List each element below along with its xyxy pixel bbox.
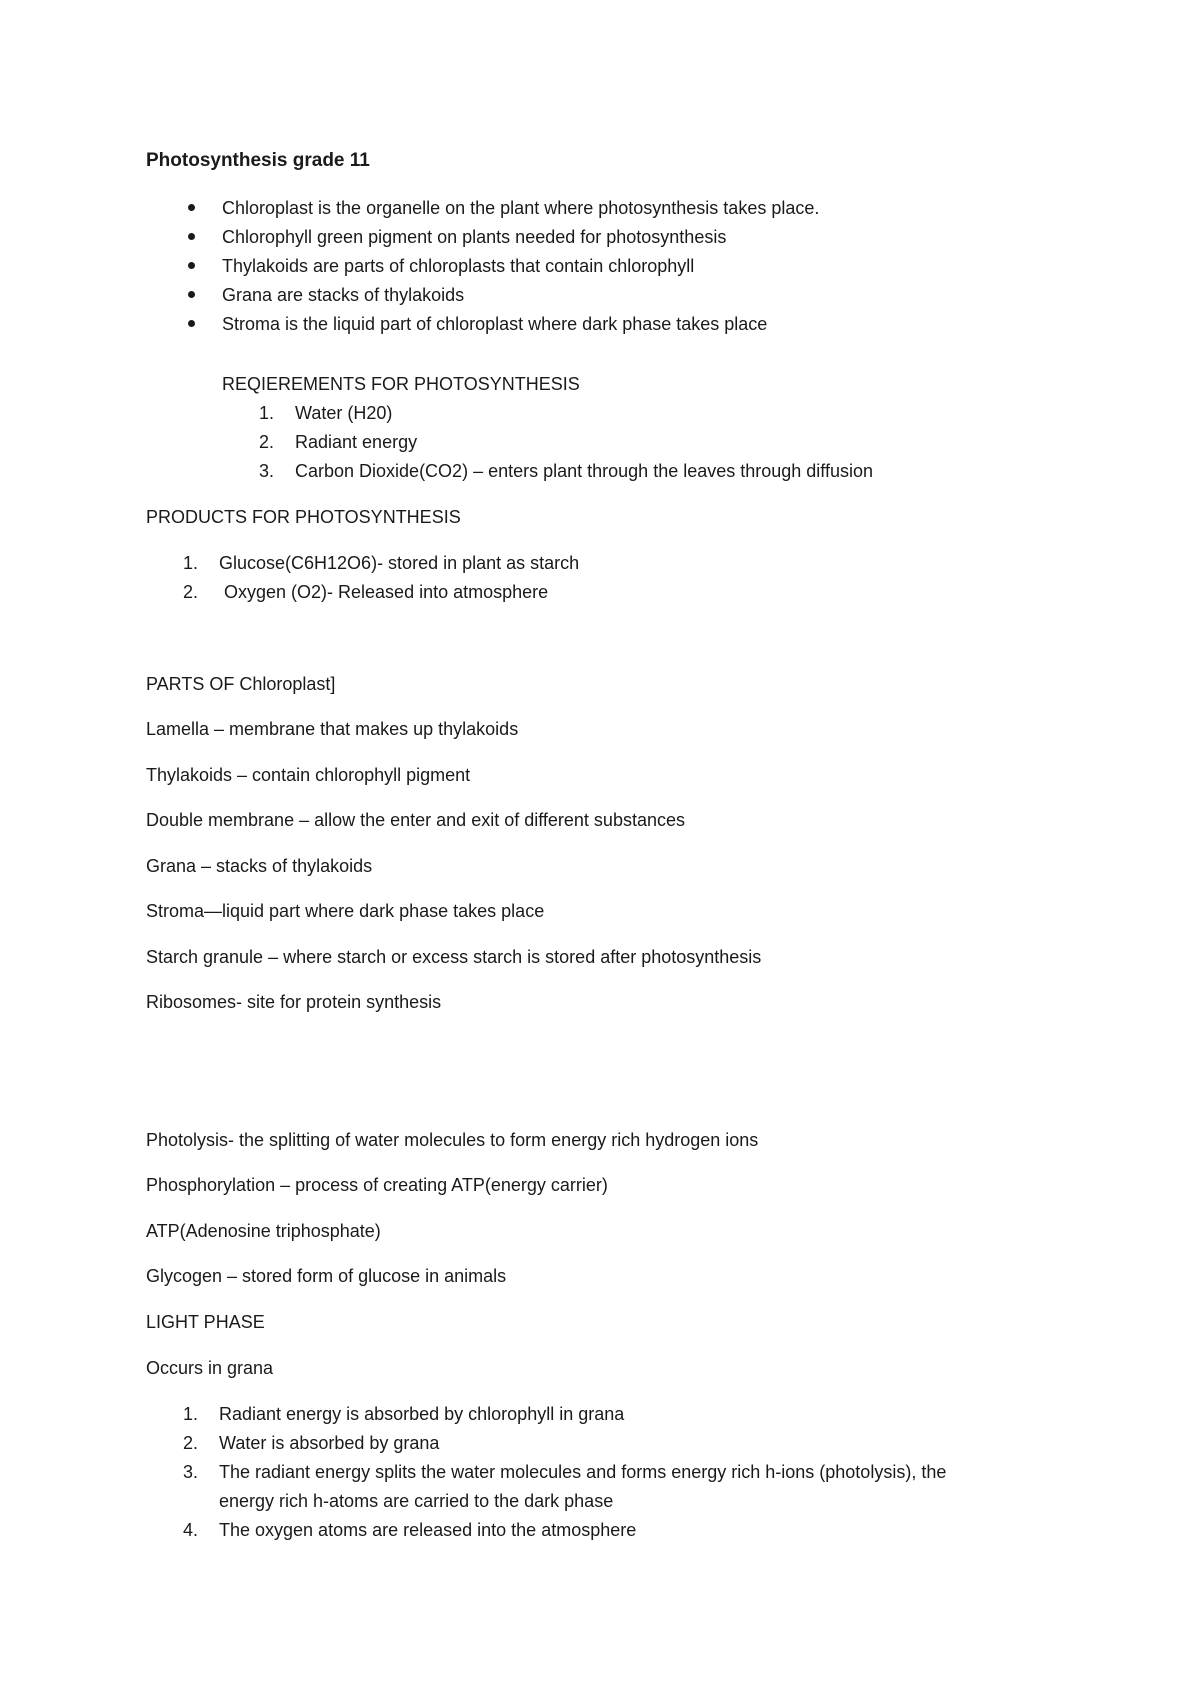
definition-item: ATP(Adenosine triphosphate) <box>146 1221 381 1241</box>
part-item: Double membrane – allow the enter and exit of different substances <box>146 810 685 830</box>
list-number: 4. <box>183 1520 199 1540</box>
bullet-dot <box>188 262 195 269</box>
bullet-item: Stroma is the liquid part of chloroplast where dark phase takes place <box>222 314 768 334</box>
part-item: Lamella – membrane that makes up thylakoids <box>146 719 519 739</box>
light-phase-step: The oxygen atoms are released into the atmosphere <box>219 1520 637 1540</box>
bullet-dot <box>188 204 195 211</box>
part-item: Starch granule – where starch or excess starch is stored after photosynthesis <box>146 947 762 967</box>
bullet-item: Grana are stacks of thylakoids <box>222 285 465 305</box>
product-item: Oxygen (O2)- Released into atmosphere <box>219 582 549 602</box>
page-title: Photosynthesis grade 11 <box>146 150 370 171</box>
light-phase-step: The radiant energy splits the water molecules and forms energy rich h-ions (photolysis), the <box>219 1462 947 1482</box>
requirement-item: Carbon Dioxide(CO2) – enters plant through the leaves through diffusion <box>295 461 874 481</box>
list-number: 1. <box>183 1404 199 1424</box>
light-phase-step-continued: energy rich h-atoms are carried to the dark phase <box>219 1491 614 1511</box>
part-item: Thylakoids – contain chlorophyll pigment <box>146 765 471 785</box>
products-heading: PRODUCTS FOR PHOTOSYNTHESIS <box>146 507 461 527</box>
part-item: Stroma—liquid part where dark phase takes place <box>146 901 545 921</box>
requirement-item: Radiant energy <box>295 432 418 452</box>
light-phase-location: Occurs in grana <box>146 1358 274 1378</box>
list-number: 2. <box>183 582 199 602</box>
list-number: 2. <box>259 432 275 452</box>
part-item: Ribosomes- site for protein synthesis <box>146 992 442 1012</box>
list-number: 3. <box>183 1462 199 1482</box>
requirement-item: Water (H20) <box>295 403 393 423</box>
bullet-item: Thylakoids are parts of chloroplasts that contain chlorophyll <box>222 256 695 276</box>
definition-item: Photolysis- the splitting of water molecules to form energy rich hydrogen ions <box>146 1130 759 1150</box>
part-item: Grana – stacks of thylakoids <box>146 856 373 876</box>
light-phase-heading: LIGHT PHASE <box>146 1312 265 1332</box>
bullet-dot <box>188 233 195 240</box>
parts-heading: PARTS OF Chloroplast] <box>146 674 336 694</box>
bullet-item: Chloroplast is the organelle on the plant where photosynthesis takes place. <box>222 198 820 218</box>
requirements-heading: REQIEREMENTS FOR PHOTOSYNTHESIS <box>222 374 580 394</box>
definition-item: Phosphorylation – process of creating ATP(energy carrier) <box>146 1175 608 1195</box>
list-number: 3. <box>259 461 275 481</box>
bullet-dot <box>188 320 195 327</box>
bullet-item: Chlorophyll green pigment on plants needed for photosynthesis <box>222 227 727 247</box>
product-item: Glucose(C6H12O6)- stored in plant as starch <box>219 553 580 573</box>
light-phase-step: Radiant energy is absorbed by chlorophyll in grana <box>219 1404 625 1424</box>
list-number: 1. <box>259 403 275 423</box>
list-number: 1. <box>183 553 199 573</box>
light-phase-step: Water is absorbed by grana <box>219 1433 440 1453</box>
bullet-dot <box>188 291 195 298</box>
list-number: 2. <box>183 1433 199 1453</box>
definition-item: Glycogen – stored form of glucose in animals <box>146 1266 507 1286</box>
